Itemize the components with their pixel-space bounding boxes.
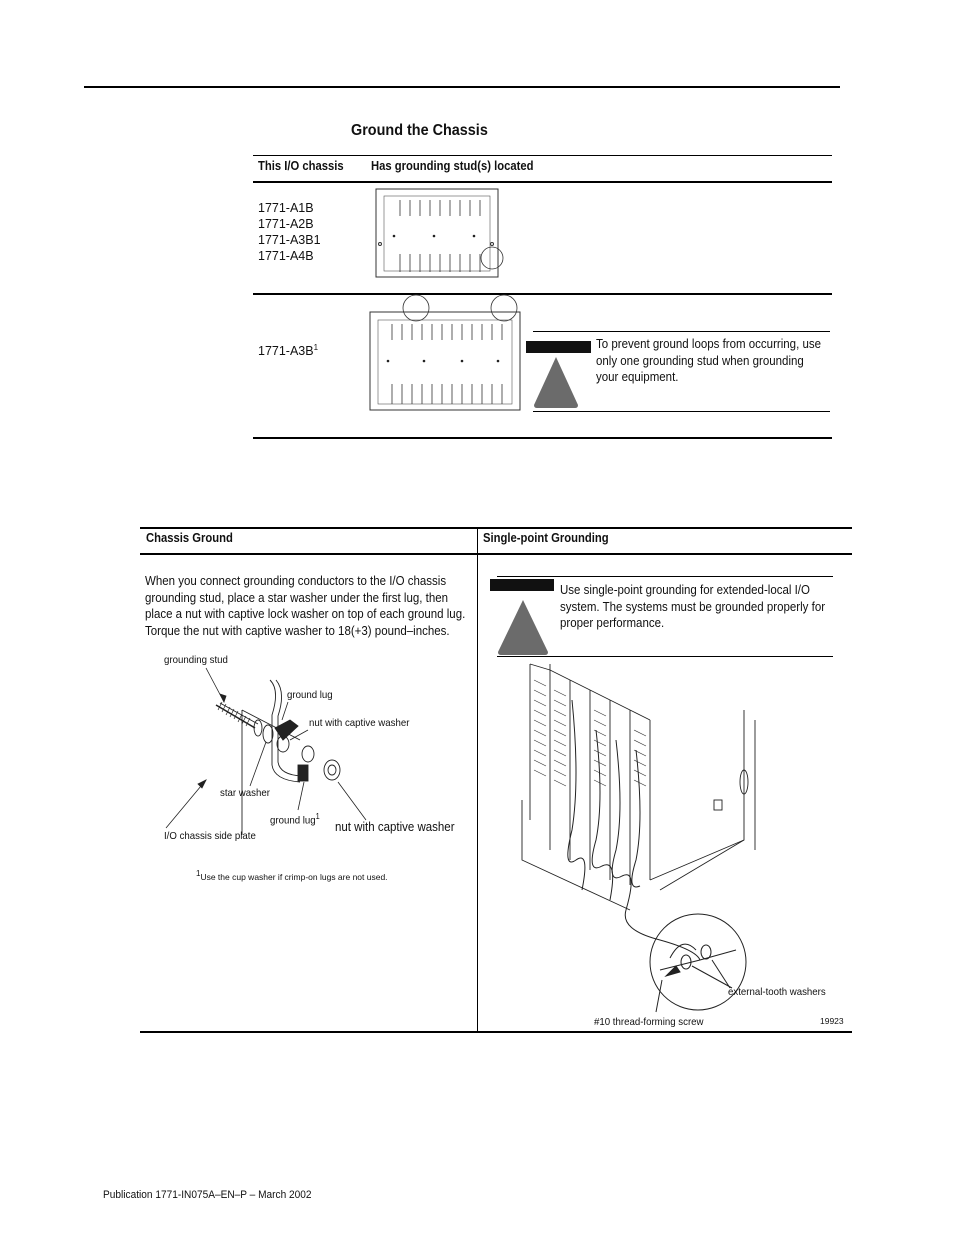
label-nut-captive-washer-top: nut with captive washer [309, 717, 410, 729]
row1-model-list [258, 200, 321, 264]
attention-label-bar [526, 341, 591, 353]
table-row-rule [253, 293, 832, 295]
model-1771-a4b: 1771-A4B [258, 249, 314, 263]
attention-text-ground-loops: To prevent ground loops from occurring, use only one grounding stud when grounding your equipment. [596, 337, 822, 384]
sp-attention-top-rule [497, 576, 833, 577]
label-nut-captive-washer-bottom: nut with captive washer [335, 820, 455, 834]
table-header-rule [253, 181, 832, 183]
table-header-chassis: This I/O chassis [258, 159, 344, 173]
table-bottom-rule [253, 437, 832, 439]
attention-bottom-rule [533, 411, 830, 412]
ground-lug-footnote-marker: 1 [315, 812, 320, 821]
row2-model [258, 343, 318, 358]
single-point-header: Single-point Grounding [483, 531, 609, 545]
box-divider [477, 527, 478, 1033]
label-external-tooth-washers: external-tooth washers [728, 986, 826, 998]
chassis-ground-text: When you connect grounding conductors to the I/O chassis grounding stud, place a star washer under the first lug, then place a nut with captive lock washer on top of each ground lug. Torque the nut with captive washer to 18(+3) pound–inches. [145, 574, 466, 638]
model-1771-a3b1: 1771-A3B1 [258, 233, 321, 247]
sp-attention-bottom-rule [497, 656, 833, 657]
table-header-stud-location: Has grounding stud(s) located [371, 159, 534, 173]
label-ground-lug-footnoted [270, 812, 320, 827]
sp-attention-text: Use single-point grounding for extended-local I/O system. The systems must be grounded properly for proper performance. [560, 583, 826, 630]
single-point-grounding-illustration [500, 660, 840, 1000]
chassis-ground-header: Chassis Ground [146, 531, 233, 545]
footnote-marker: 1 [196, 869, 201, 878]
label-side-plate: I/O chassis side plate [164, 830, 256, 842]
box-header-rule [140, 553, 852, 555]
model-1771-a2b: 1771-A2B [258, 217, 314, 231]
label-grounding-stud: grounding stud [164, 654, 228, 666]
publication-footer: Publication 1771-IN075A–EN–P – March 2002 [103, 1189, 312, 1201]
model-1771-a1b: 1771-A1B [258, 201, 314, 215]
figure-number: 19923 [820, 1016, 844, 1026]
label-ground-lug-2: ground lug [270, 814, 316, 827]
box-bottom-rule [140, 1031, 852, 1033]
label-thread-forming-screw: #10 thread-forming screw [594, 1016, 704, 1028]
footnote-text: Use the cup washer if crimp-on lugs are not used. [200, 871, 388, 882]
sp-warning-icon [496, 598, 550, 656]
model-footnote-marker: 1 [313, 343, 319, 352]
attention-top-rule [533, 331, 830, 332]
chassis-small-illustration [370, 186, 510, 286]
box-top-rule [140, 527, 852, 529]
section-title: Ground the Chassis [351, 122, 488, 139]
label-star-washer: star washer [220, 787, 270, 799]
warning-icon [532, 355, 580, 409]
chassis-footnote [196, 869, 388, 882]
chassis-large-illustration [366, 294, 526, 416]
table-top-rule [253, 155, 832, 156]
label-ground-lug: ground lug [287, 689, 333, 701]
top-rule [84, 86, 840, 88]
model-1771-a3b: 1771-A3B [258, 344, 314, 359]
sp-attention-label-bar [490, 579, 554, 591]
